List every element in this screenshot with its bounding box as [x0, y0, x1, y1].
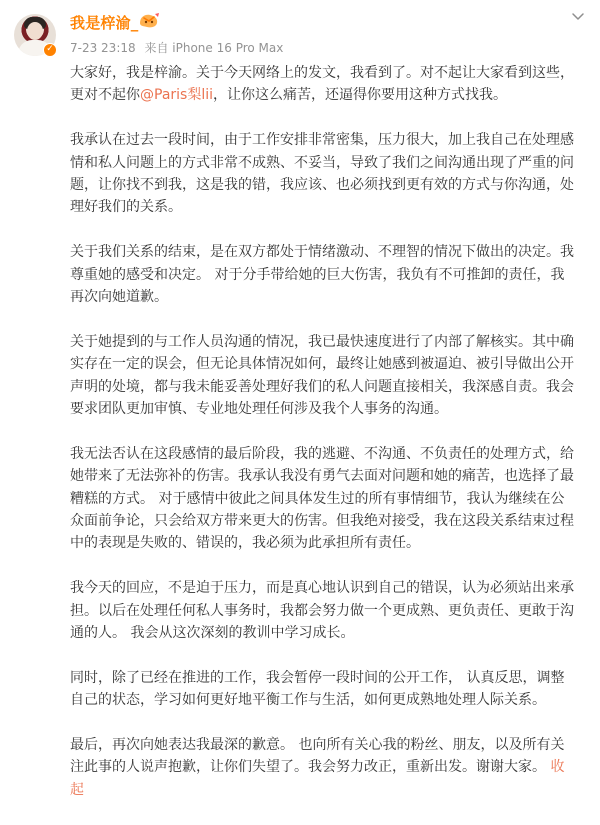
- paragraph-2: 我承认在过去一段时间，由于工作安排非常密集，压力很大，加上我自己在处理感 情和私人问题上的方式非常不成熟、不妥当，导致了我们之间沟通出现了严重的问 题，让你找不到我，这是我的错，我应该、也必须找到更有效的方式与你沟通，处 理好我们的关系。: [70, 132, 574, 216]
- post-source: 来自 iPhone 16 Pro Max: [144, 41, 284, 55]
- paragraph-1: [70, 62, 588, 107]
- paragraph-3: 关于我们关系的结束，是在双方都处于情绪激动、不理智的情况下做出的决定。我 尊重她的感受和决定。 对于分手带给她的巨大伤害，我负有不可推卸的责任，我 再次向她道歉。: [70, 244, 574, 306]
- post-time[interactable]: 7-23 23:18: [70, 41, 136, 55]
- avatar-face: [27, 22, 43, 40]
- mention-link[interactable]: @Paris梨lii: [140, 87, 214, 104]
- vip-badge-icon[interactable]: [138, 12, 160, 29]
- paragraph-1-text-a: 大家好，我是梓渝。关于今天网络上的发文，我看到了。对不起让大家看到这些， 更对不起你: [70, 65, 574, 104]
- paragraph-8: [70, 734, 588, 801]
- username[interactable]: 我是梓渝_: [70, 14, 139, 32]
- paragraph-7: 同时，除了已经在推进的工作，我会暂停一段时间的公开工作， 认真反思，调整 自己的状态，学习如何更好地平衡工作与生活，如何更成熟地处理人际关系。: [70, 669, 565, 709]
- collapse-link[interactable]: 收 起: [70, 759, 565, 798]
- paragraph-5: 我无法否认在这段感情的最后阶段，我的逃避、不沟通、不负责任的处理方式，给 她带来了无法弥补的伤害。我承认我没有勇气去面对问题和她的痛苦，也选择了最 糟糕的方式。 对于感情中彼此之间具体发生过的所有事情细节，我认为继续在公 众面前争论，只会给双方带来更大的伤害。但我绝对接受，我在这段关系结束过程 中的表现是失败的、错误的，我必须为此承担所有责任。: [70, 445, 574, 552]
- paragraph-1-text-b: ，让你这么痛苦，还逼得你要用这种方式找我。: [213, 87, 508, 104]
- paragraph-8-text: 最后，再次向她表达我最深的歉意。 也向所有关心我的粉丝、朋友，以及所有关 注此事的人说声抱歉，让你们失望了。我会努力改正，重新出发。谢谢大家。: [70, 737, 565, 776]
- paragraph-4: 关于她提到的与工作人员沟通的情况，我已最快速度进行了内部了解核实。其中确 实存在一定的误会，但无论具体情况如何，最终让她感到被逼迫、被引导做出公开 声明的处境，都与我未能妥善处理好我们的私人问题直接相关，我深感自责。我会 要求团队更加审慎、专业地处理任何涉及我个人事务的沟通。: [70, 333, 574, 418]
- verified-badge-icon: ✓: [43, 43, 57, 57]
- post-meta: [70, 39, 288, 56]
- post-content: [70, 62, 588, 824]
- chevron-down-icon[interactable]: [570, 8, 586, 24]
- paragraph-6: 我今天的回应，不是迫于压力，而是真心地认识到自己的错误，认为必须站出来承 担。以后在处理任何私人事务时，我都会努力做一个更成熟、更负责任、更敢于沟 通的人。 我会从这次深刻的教训中学习成长。: [70, 580, 574, 642]
